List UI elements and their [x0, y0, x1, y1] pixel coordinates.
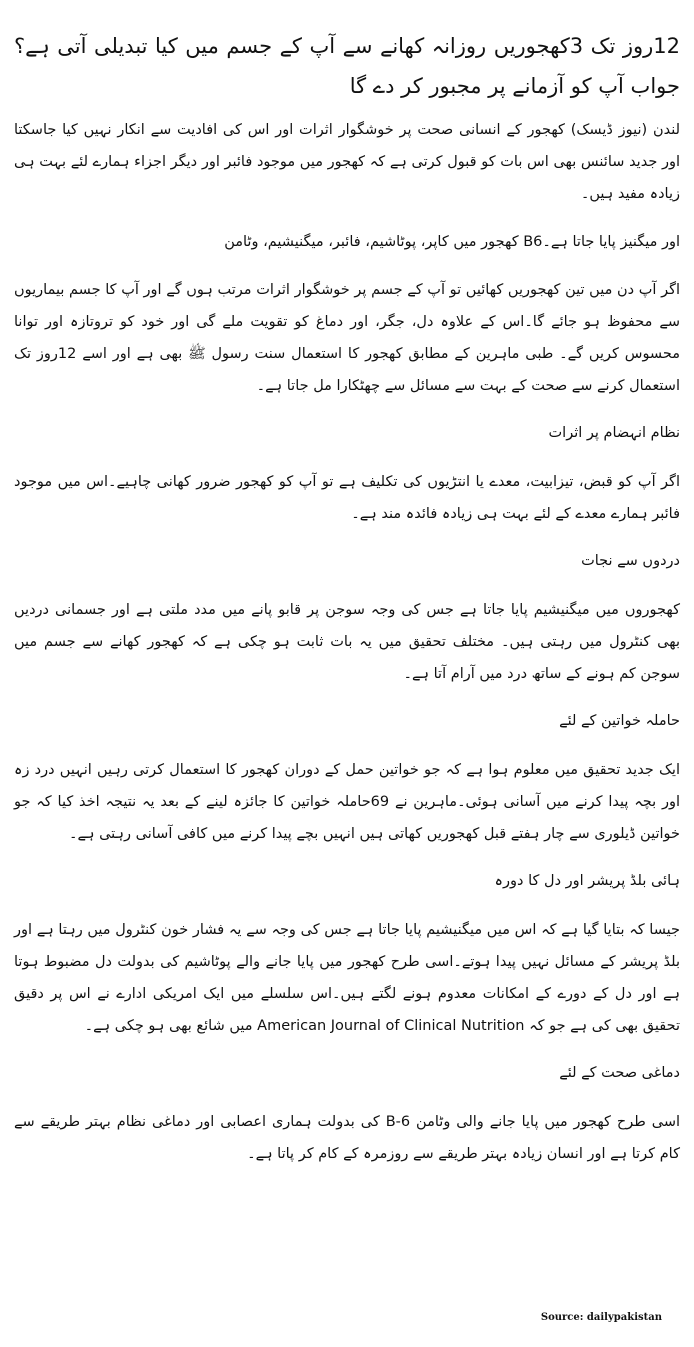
nutrients-paragraph: اور میگنیز پایا جاتا ہے۔B6 کھجور میں کاپر، پوٹاشیم، فائبر، میگنیشیم، وٹامن — [224, 234, 680, 250]
digestion-paragraph: اگر آپ کو قبض، تیزابیت، معدے یا انتڑیوں کی تکلیف ہے تو آپ کو کھجور ضرور کھانی چاہیے۔اس میں موجود فائبر ہمارے معدے کے لئے بہت ہی زیادہ فائدہ مند ہے۔ — [14, 474, 680, 522]
heart-heading: ہائی بلڈ پریشر اور دل کا دورہ — [494, 873, 680, 889]
heart-paragraph: جیسا کہ بتایا گیا ہے کہ اس میں میگنیشیم پایا جاتا ہے جس کی وجہ سے یہ فشار خون کنٹرول میں رہتا ہے اور بلڈ پریشر کے مسائل نہیں پیدا ہوتے۔اسی طرح کھجور میں پایا جانے والے پوٹاشیم کی بدولت دل مضبوط ہوتا ہے اور دل کے دورے کے امکانات معدوم ہونے لگتے ہیں۔اس سلسلے میں ایک امریکی ادارے نے اس پر دقیق تحقیق بھی کی ہے جو کہ American Journal of Clinical Nutrition میں شائع بھی ہو چکی ہے۔ — [14, 922, 680, 1034]
article-body — [14, 114, 680, 1170]
pain-heading: دردوں سے نجات — [581, 553, 680, 569]
brain-paragraph: اسی طرح کھجور میں پایا جانے والی وٹامن B-6 کی بدولت ہماری اعصابی اور دماغی نظام بہتر طریقے سے کام کرتا ہے اور انسان زیادہ بہتر طریقے سے روزمرہ کے کام کر پاتا ہے۔ — [14, 1114, 680, 1162]
intro-paragraph: لندن (نیوز ڈیسک) کھجور کے انسانی صحت پر خوشگوار اثرات اور اس کی افادیت سے انکار نہیں کیا جاسکتا اور جدید سائنس بھی اس بات کو قبول کرتی ہے کہ کھجور میں موجود فائبر اور دیگر اجزاء ہمارے لئے بہت ہی زیادہ مفید ہیں۔ — [14, 122, 680, 202]
pregnancy-heading: حاملہ خواتین کے لئے — [559, 713, 680, 729]
pain-paragraph: کھجوروں میں میگنیشیم پایا جاتا ہے جس کی وجہ سوجن پر قابو پانے میں مدد ملتی ہے اور جسمانی دردیں بھی کنٹرول میں رہتی ہیں۔ مختلف تحقیق میں یہ بات ثابت ہو چکی ہے کہ کھجور کھانے سے جسم میں سوجن کم ہونے کے ساتھ درد میں آرام آتا ہے۔ — [14, 602, 680, 682]
brain-heading: دماغی صحت کے لئے — [559, 1065, 680, 1081]
article-title: 12روز تک 3کھجوریں روزانہ کھانے سے آپ کے جسم میں کیا تبدیلی آتی ہے؟ جواب آپ کو آزمانے پر مجبور کر دے گا — [14, 34, 680, 98]
pregnancy-paragraph: ایک جدید تحقیق میں معلوم ہوا ہے کہ جو خواتین حمل کے دوران کھجور کا استعمال کرتی رہیں انہیں درد زہ اور بچہ پیدا کرنے میں آسانی ہوئی۔ماہرین نے 69حاملہ خواتین کا جائزہ لینے کے بعد یہ نتیجہ اخذ کیا کہ جو خواتین ڈیلوری سے چار ہفتے قبل کھجوریں کھاتی ہیں انہیں بچے پیدا کرنے میں کافی آسانی رہتی ہے۔ — [14, 762, 680, 842]
three-dates-paragraph: اگر آپ دن میں تین کھجوریں کھائیں تو آپ کے جسم پر خوشگوار اثرات مرتب ہوں گے اور آپ کا جسم بیماریوں سے محفوظ ہو جائے گا۔اس کے علاوہ دل، جگر، اور دماغ کو تقویت ملے گی اور خود کو تروتازہ اور توانا محسوس کریں گے۔ طبی ماہرین کے مطابق کھجور کا استعمال سنت رسول ﷺ بھی ہے اور اسے 12روز تک استعمال کرنے سے صحت کے بہت سے مسائل سے چھٹکارا مل جاتا ہے۔ — [14, 282, 680, 394]
article — [14, 26, 680, 1186]
source-credit: Source: dailypakistan — [540, 1312, 662, 1323]
digestion-heading: نظام انہضام پر اثرات — [548, 425, 680, 441]
